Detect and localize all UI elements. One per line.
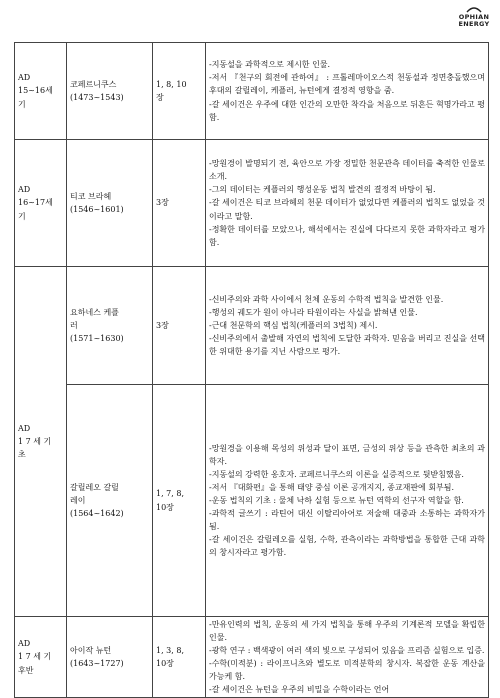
desc-cell — [206, 385, 489, 617]
desc-line: -만유인력의 법칙, 운동의 세 가지 법칙을 통해 우주의 기계론적 모델을 확립한 인물. — [209, 619, 485, 642]
desc-line: -신비주의에서 출발해 자연의 법칙에 도달한 과학자. 믿음을 버리고 진실을 선택한 위대한 용기를 지닌 사람으로 평가. — [209, 334, 485, 357]
pages-text: 1, 3, 8, 10장 — [156, 645, 184, 668]
desc-line: -신비주의와 과학 사이에서 천체 운동의 수학적 법칙을 발견한 인물. — [209, 294, 444, 304]
desc-line: -저서 『대화편』을 통해 태양 중심 이론 공개지지, 종교재판에 회부됨. — [209, 482, 455, 492]
desc-line: -근대 천문학의 핵심 법칙(케플러의 3법칙) 제시. — [209, 320, 378, 330]
desc-line: -망원경을 이용해 목성의 위성과 달이 표면, 금성의 위상 등을 관측한 최초의 과학자. — [209, 443, 485, 466]
pages-cell — [153, 140, 206, 267]
pages-text: 3장 — [156, 320, 169, 330]
desc-line: -그의 데이터는 케플러의 행성운동 법칙 발견의 결정적 바탕이 됨. — [209, 185, 436, 195]
desc-line: -행성의 궤도가 원이 아니라 타원이라는 사실을 밝혀낸 인물. — [209, 307, 418, 317]
desc-line: -광학 연구 : 백색광이 여러 색의 빛으로 구성되어 있음을 프리즘 실험으로 입증. — [209, 645, 485, 655]
era-cell — [15, 617, 67, 698]
era-cell — [15, 43, 67, 140]
era-text: AD 1 7 세 기 초 — [18, 423, 52, 460]
person-text: 티코 브라헤 (1546~1601) — [70, 191, 124, 214]
desc-line: -저서 『천구의 회전에 관하여』 : 프톨레마이오스적 천동설과 정면충돌했으며 후대의 갈릴레이, 케플러, 뉴턴에게 결정적 영향을 줌. — [209, 73, 485, 96]
desc-line: -갈 세이건은 뉴턴을 우주의 비밀을 수학이라는 언어 — [209, 685, 390, 695]
era-text: AD 16~17세 기 — [18, 185, 53, 221]
person-cell — [67, 43, 153, 140]
desc-line: -지동설의 강력한 옹호자. 코페르니쿠스의 이론을 실증적으로 뒷받침했음. — [209, 469, 464, 479]
desc-cell — [206, 617, 489, 698]
brand-mark-icon — [466, 6, 482, 13]
pages-cell — [153, 385, 206, 617]
desc-line: -망원경이 발명되기 전, 육안으로 가장 정밀한 천문관측 데이터를 축적한 인물로 소개. — [209, 159, 485, 182]
desc-line: -정확한 데이터를 모았으나, 해석에서는 진실에 다다르지 못한 과학자라고 평가함. — [209, 224, 485, 247]
desc-line: -지동설을 과학적으로 제시한 인물. — [209, 60, 331, 70]
person-text: 아이작 뉴턴 (1643~1727) — [70, 645, 124, 668]
pages-cell — [153, 43, 206, 140]
desc-cell — [206, 43, 489, 140]
desc-line: -과학적 글쓰기 : 라틴어 대신 이탈리아어로 저술해 대중과 소통하는 과학자가 됨. — [209, 509, 485, 532]
desc-line: -수학(미적분) : 라이프니츠와 별도로 미적분학의 창시자. 복잡한 운동 계산을 가능케 함. — [209, 659, 485, 682]
table-row — [15, 267, 489, 385]
table-row — [15, 385, 489, 617]
person-cell — [67, 140, 153, 267]
pages-text: 3장 — [156, 198, 169, 208]
era-cell — [15, 267, 67, 617]
table-row — [15, 617, 489, 698]
era-text: AD 1 7 세 기 후반 — [18, 639, 52, 675]
history-table — [14, 42, 489, 698]
desc-line: -운동 법칙의 기초 : 물체 낙하 실험 등으로 뉴턴 역학의 선구자 역할을 함. — [209, 495, 464, 505]
pages-text: 1, 8, 10 장 — [156, 79, 187, 102]
desc-line: -갈 세이건은 우주에 대한 인간의 오만한 착각을 처음으로 뒤흔든 혁명가라고 평함. — [209, 99, 485, 122]
table-row — [15, 43, 489, 140]
person-text: 코페르니쿠스 (1473~1543) — [70, 79, 124, 102]
desc-cell — [206, 267, 489, 385]
era-cell — [15, 140, 67, 267]
brand-line-2: ENERGY — [458, 20, 490, 28]
person-cell — [67, 617, 153, 698]
pages-text: 1, 7, 8, 10장 — [156, 489, 184, 512]
person-text: 요하네스 케플 러 (1571~1630) — [70, 307, 124, 344]
person-text: 갈릴레오 갈릴 레이 (1564~1642) — [70, 482, 124, 519]
brand-line-1: OPHIAN — [458, 13, 490, 21]
desc-cell — [206, 140, 489, 267]
person-cell — [67, 267, 153, 385]
pages-cell — [153, 267, 206, 385]
pages-cell — [153, 617, 206, 698]
brand-logo — [455, 6, 493, 28]
table-row — [15, 140, 489, 267]
desc-line: -갈 세이건은 티코 브라헤의 천문 데이터가 없었다면 케플러의 법칙도 없었을 것이라고 말함. — [209, 198, 485, 221]
era-text: AD 15~16세 기 — [18, 73, 53, 109]
person-cell — [67, 385, 153, 617]
desc-line: -갈 세이건은 갈릴레오를 실험, 수학, 관측이라는 과학방법을 통합한 근대 과학의 창시자라고 평가함. — [209, 535, 485, 558]
